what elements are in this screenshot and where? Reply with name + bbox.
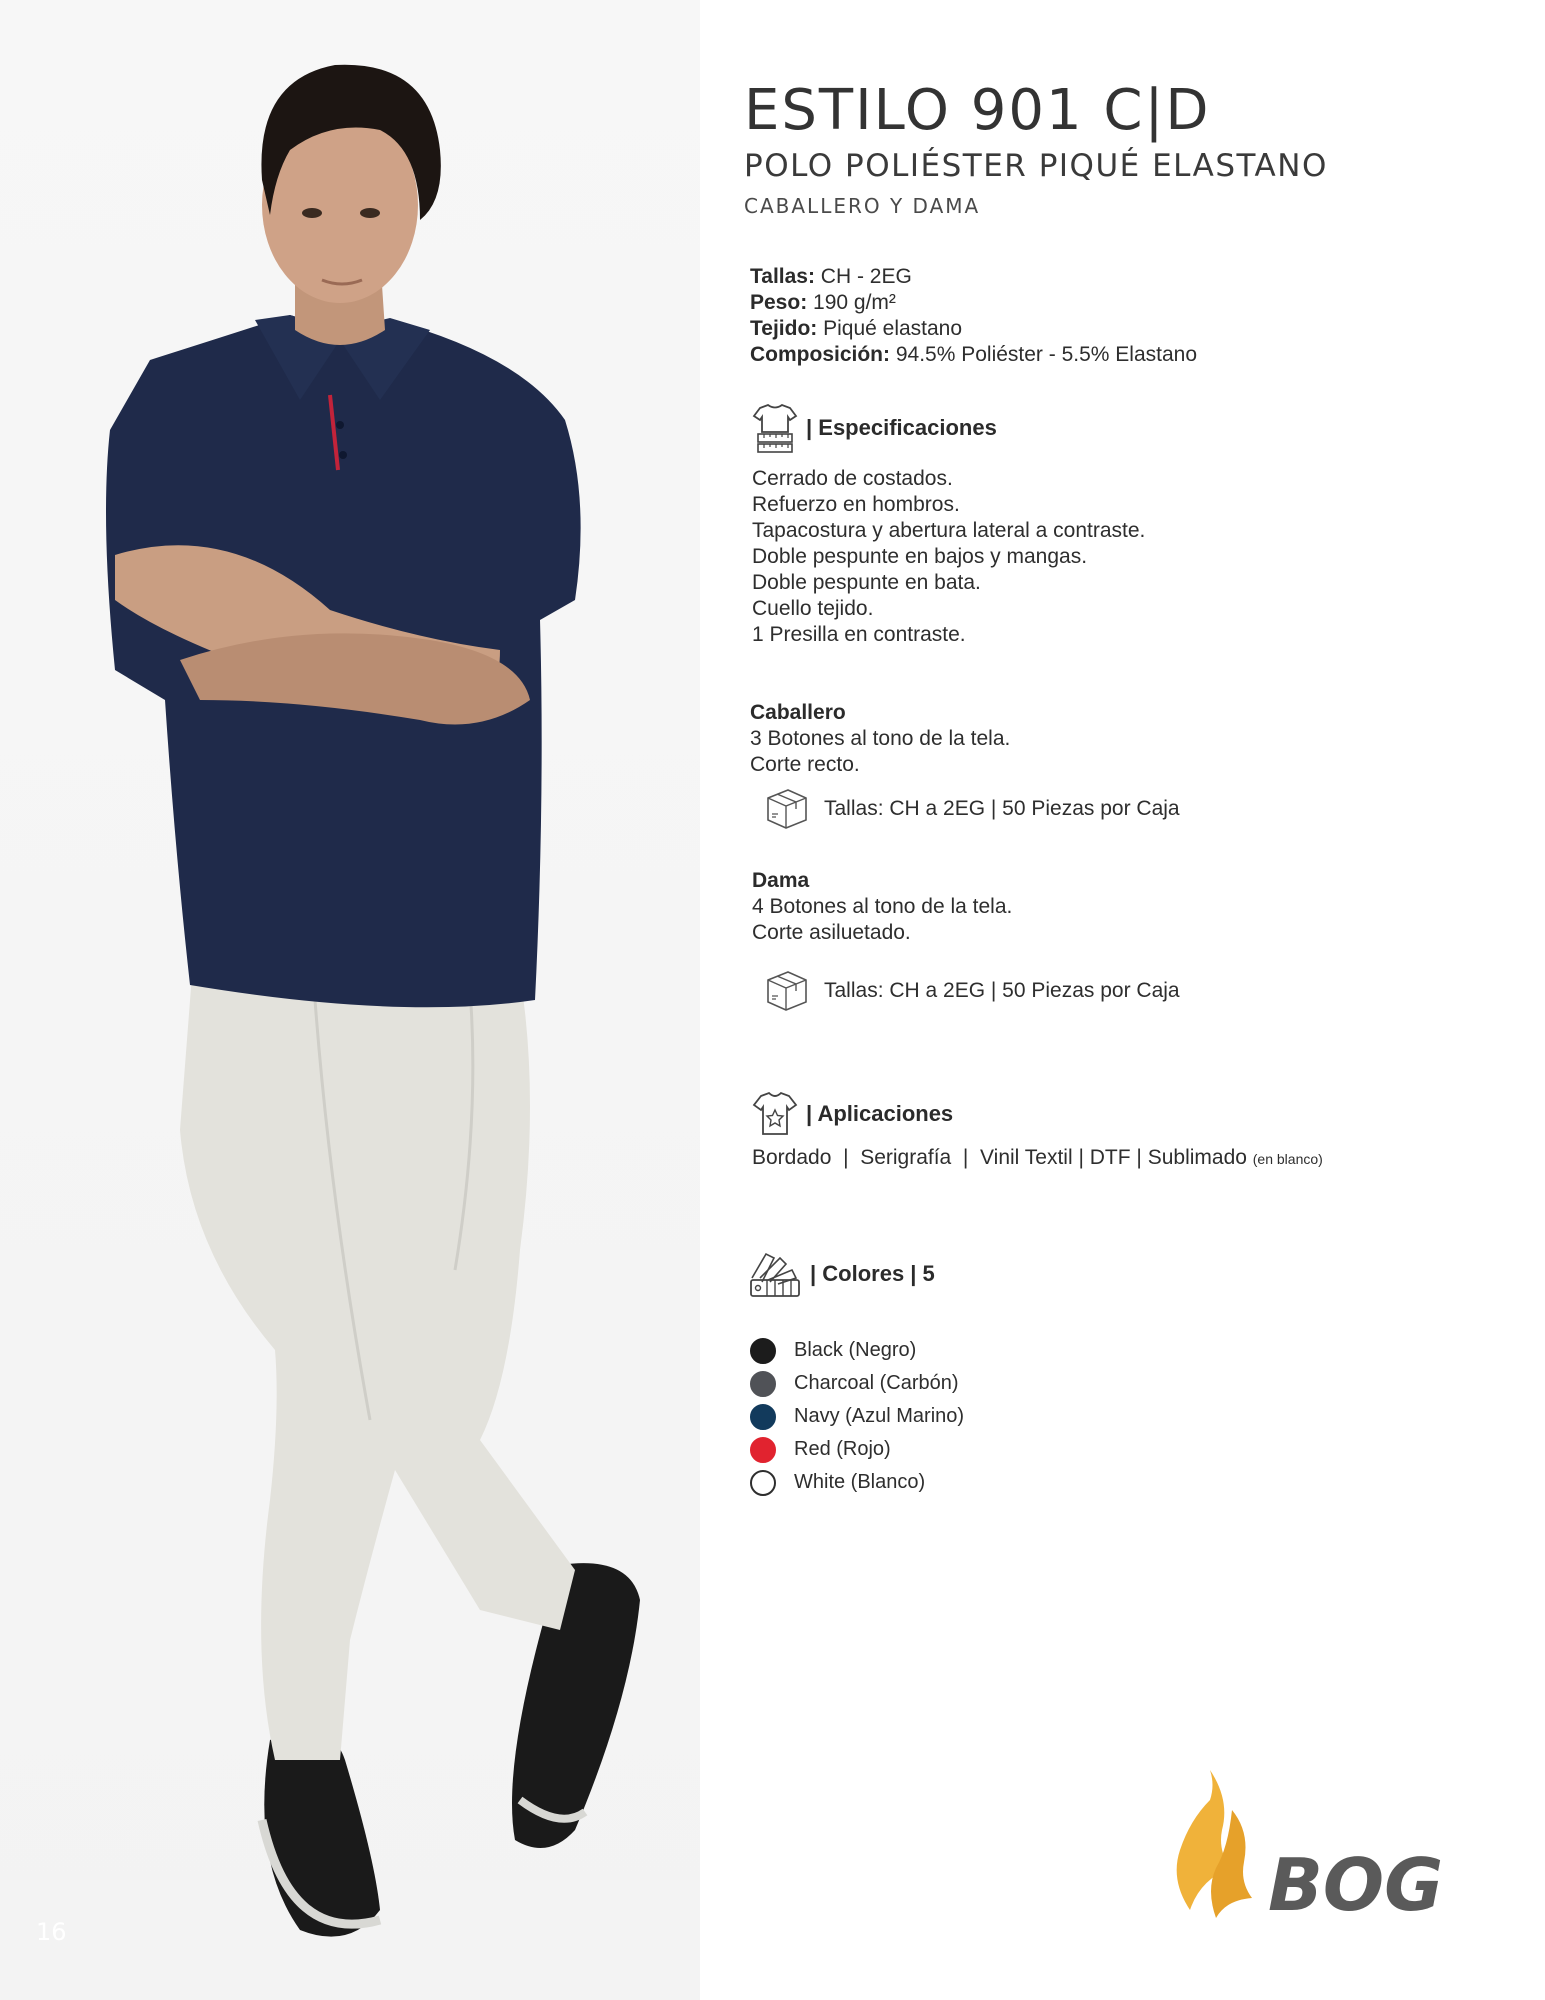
list-item: Tapacostura y abertura lateral a contraste. <box>752 519 1146 542</box>
flame-logo-icon <box>1170 1770 1450 1920</box>
audience-label: CABALLERO Y DAMA <box>744 194 981 218</box>
caballero-block <box>750 700 1010 778</box>
caballero-title: Caballero <box>750 701 846 724</box>
especificaciones-heading <box>752 402 997 454</box>
spec-row-tallas: Tallas: CH - 2EG <box>750 265 912 288</box>
color-swatch <box>750 1437 776 1463</box>
color-swatch <box>750 1371 776 1397</box>
list-item: 4 Botones al tono de la tela. <box>752 895 1013 918</box>
aplicaciones-title: | Aplicaciones <box>806 1101 954 1126</box>
bog-logo <box>1170 1770 1450 1925</box>
list-item: Doble pespunte en bata. <box>752 571 981 594</box>
caballero-packaging <box>764 786 1180 832</box>
dama-packaging-text: Tallas: CH a 2EG | 50 Piezas por Caja <box>824 979 1180 1002</box>
list-item: Cuello tejido. <box>752 597 874 620</box>
color-item-white <box>750 1466 964 1499</box>
dama-title: Dama <box>752 869 810 892</box>
spec-row-composicion: Composición: 94.5% Poliéster - 5.5% Elastano <box>750 343 1198 366</box>
list-item: Corte asiluetado. <box>752 921 911 944</box>
spec-list <box>750 264 1197 368</box>
aplicaciones-note: (en blanco) <box>1252 1151 1323 1167</box>
list-item: Refuerzo en hombros. <box>752 493 960 516</box>
spec-row-tejido: Tejido: Piqué elastano <box>750 317 963 340</box>
spec-row-peso: Peso: 190 g/m² <box>750 291 896 314</box>
list-item: Doble pespunte en bajos y mangas. <box>752 545 1088 568</box>
page-number: 16 <box>36 1918 67 1946</box>
color-item-charcoal <box>750 1367 964 1400</box>
page-title: ESTILO 901 C|D <box>744 78 1211 143</box>
color-name: Charcoal (Carbón) <box>794 1372 959 1394</box>
left-shoe <box>264 1731 380 1937</box>
list-item: 1 Presilla en contraste. <box>752 623 966 646</box>
color-name: White (Blanco) <box>794 1471 926 1493</box>
aplicaciones-heading <box>752 1090 953 1138</box>
dama-packaging <box>764 968 1180 1014</box>
color-name: Navy (Azul Marino) <box>794 1405 965 1427</box>
measuring-shirt-icon <box>752 402 798 454</box>
color-swatch <box>750 1338 776 1364</box>
dama-block <box>752 868 1012 946</box>
especificaciones-title: | Especificaciones <box>806 415 997 440</box>
color-swatch <box>750 1470 776 1496</box>
color-item-black <box>750 1334 964 1367</box>
color-item-navy <box>750 1400 964 1433</box>
color-swatch-icon <box>748 1248 802 1300</box>
caballero-packaging-text: Tallas: CH a 2EG | 50 Piezas por Caja <box>824 797 1180 820</box>
box-icon <box>764 968 810 1014</box>
box-icon <box>764 786 810 832</box>
colores-title: | Colores | 5 <box>810 1261 935 1286</box>
product-subtitle: POLO POLIÉSTER PIQUÉ ELASTANO <box>744 148 1328 184</box>
color-swatch <box>750 1404 776 1430</box>
list-item: Cerrado de costados. <box>752 467 953 490</box>
aplicaciones-text: Bordado | Serigrafía | Vinil Textil | DTF | Sublimado <box>752 1146 1253 1169</box>
color-list <box>750 1334 964 1499</box>
color-name: Black (Negro) <box>794 1339 917 1361</box>
pants <box>180 975 575 1760</box>
list-item: Corte recto. <box>750 753 860 776</box>
colores-heading <box>748 1248 935 1300</box>
logo-text: BOG <box>1268 1843 1444 1920</box>
color-item-red <box>750 1433 964 1466</box>
list-item: 3 Botones al tono de la tela. <box>750 727 1011 750</box>
model-photo <box>0 0 700 2000</box>
aplicaciones-list <box>752 1146 1323 1170</box>
especificaciones-list <box>752 466 1145 648</box>
star-shirt-icon <box>752 1090 798 1138</box>
model-illustration <box>0 0 700 2000</box>
color-name: Red (Rojo) <box>794 1438 891 1460</box>
